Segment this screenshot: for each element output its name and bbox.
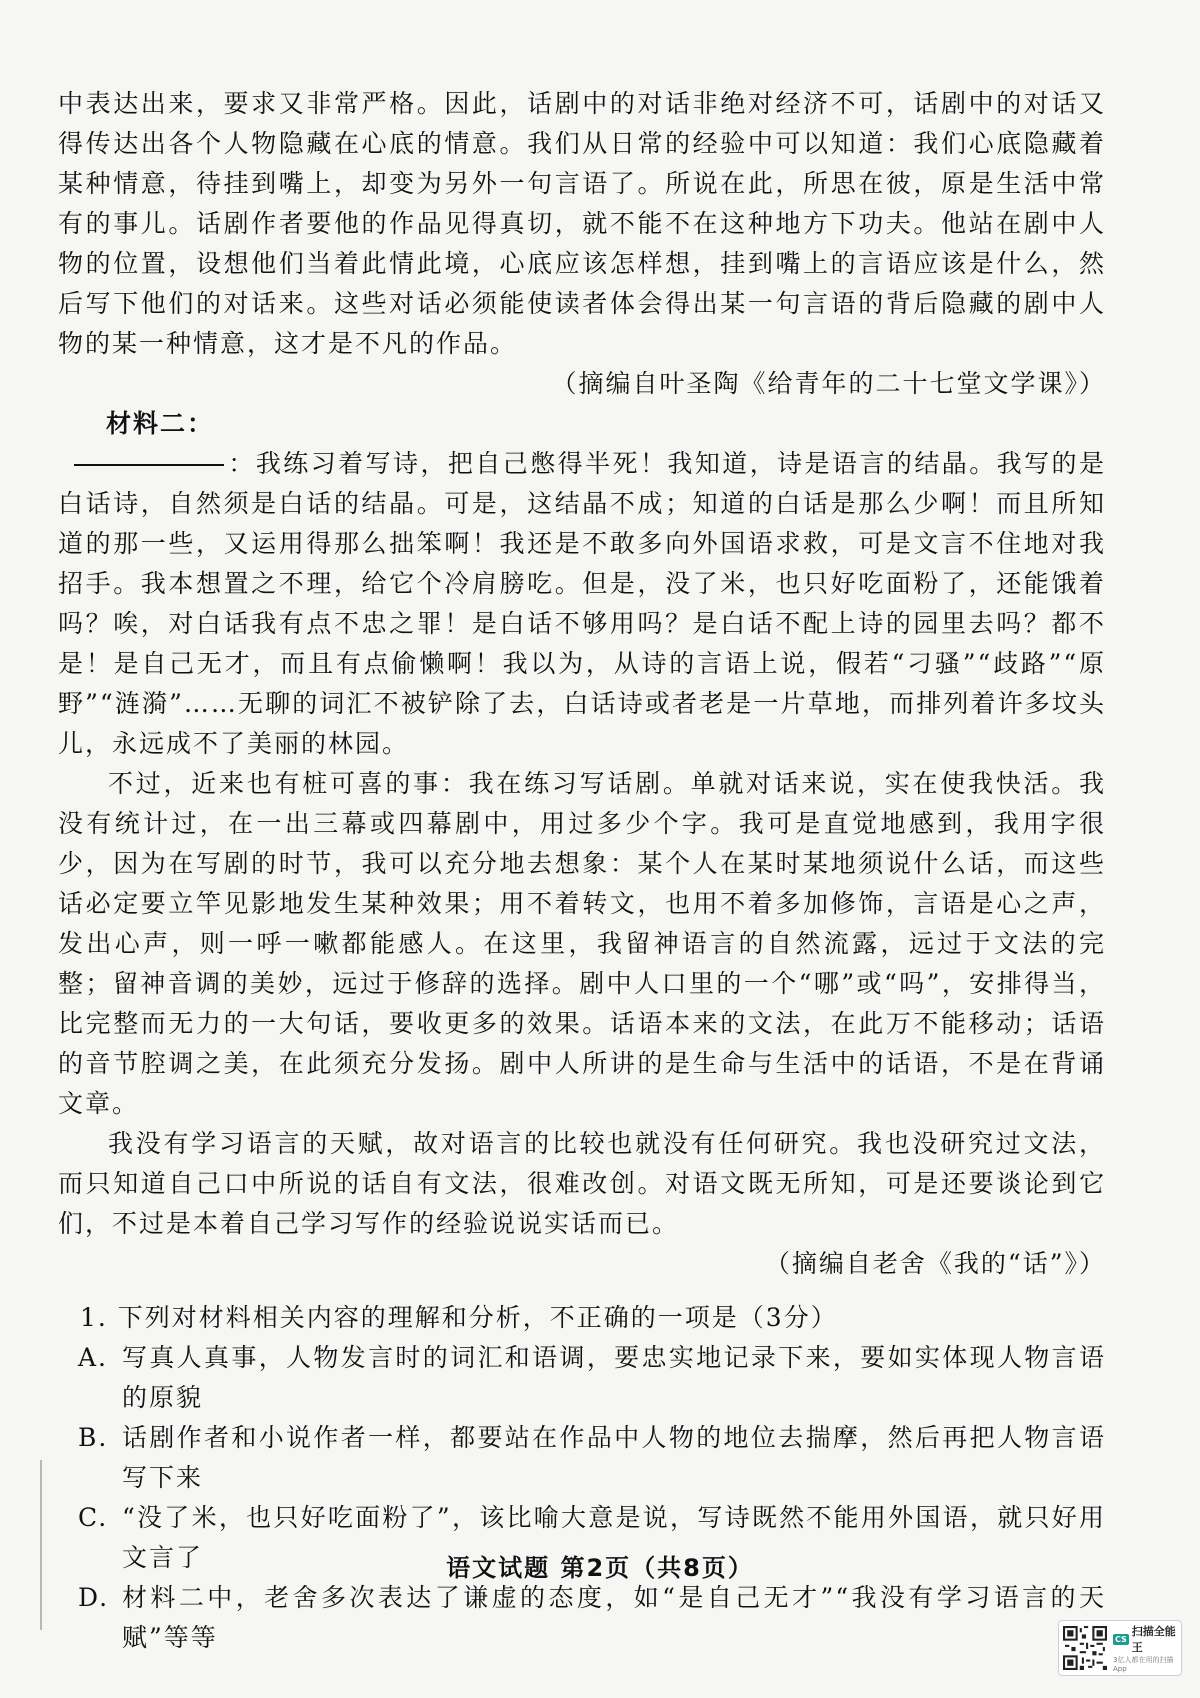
material2-paragraph-3: 我没有学习语言的天赋，故对语言的比较也就没有任何研究。我也没研究过文法，而只知道自己口中所说的话自有文法，很难改创。对语文既无所知，可是还要谈论到它们，不过是本着自己学习写作的经验说说实话而已。 — [58, 1129, 1106, 1238]
scanner-app-name: 扫描全能王 — [1131, 1625, 1176, 1654]
option-text: 写真人真事，人物发言时的词汇和语调，要忠实地记录下来，要如实体现人物言语的原貌 — [122, 1343, 1106, 1412]
material2-paragraph-1 — [58, 444, 1106, 764]
material2-source: （摘编自老舍《我的“话”》） — [764, 1249, 1106, 1278]
option-a — [58, 1338, 1106, 1418]
option-letter: A. — [78, 1343, 109, 1372]
material2-heading: 材料二： — [106, 409, 215, 438]
scanner-badge-text — [1113, 1623, 1177, 1673]
option-letter: B. — [78, 1423, 109, 1452]
option-text: 话剧作者和小说作者一样，都要站在作品中人物的地位去揣摩，然后再把人物言语写下来 — [122, 1423, 1106, 1492]
option-d — [58, 1578, 1106, 1658]
cs-logo-icon: CS — [1115, 1634, 1127, 1644]
option-b — [58, 1418, 1106, 1498]
option-letter: D. — [78, 1583, 110, 1612]
qr-code-icon — [1063, 1626, 1107, 1670]
scan-edge-line — [40, 1460, 42, 1630]
scanner-badge-subtitle: 3亿人都在用的扫描App — [1113, 1656, 1174, 1673]
scanner-watermark — [1058, 1620, 1182, 1676]
page-body — [58, 84, 1106, 1658]
material1-source: （摘编自叶圣陶《给青年的二十七堂文学课》） — [551, 369, 1106, 398]
option-text: 材料二中，老舍多次表达了谦虚的态度，如“是自己无才”“我没有学习语言的天赋”等等 — [122, 1583, 1106, 1652]
fill-in-blank — [74, 464, 224, 466]
option-text: “没了米，也只好吃面粉了”，该比喻大意是说，写诗既然不能用外国语，就只好用文言了 — [122, 1503, 1106, 1572]
material1-paragraph: 中表达出来，要求又非常严格。因此，话剧中的对话非绝对经济不可，话剧中的对话又得传达出各个人物隐藏在心底的情意。我们从日常的经验中可以知道：我们心底隐藏着某种情意，待挂到嘴上，却变为另外一句言语了。所说在此，所思在彼，原是生活中常有的事儿。话剧作者要他的作品见得真切，就不能不在这种地方下功夫。他站在剧中人物的位置，设想他们当着此情此境，心底应该怎样想，挂到嘴上的言语应该是什么，然后写下他们的对话来。这些对话必须能使读者体会得出某一句言语的背后隐藏的剧中人物的某一种情意，这才是不凡的作品。 — [58, 89, 1106, 358]
scanner-badge-title — [1113, 1623, 1177, 1655]
question-1-stem: 1. 下列对材料相关内容的理解和分析，不正确的一项是（3分） — [80, 1303, 838, 1332]
option-letter: C. — [78, 1503, 109, 1532]
page-footer: 语文试题 第2页（共8页） — [446, 1554, 754, 1582]
material2-paragraph-2: 不过，近来也有桩可喜的事：我在练习写话剧。单就对话来说，实在使我快活。我没有统计过，在一出三幕或四幕剧中，用过多少个字。我可是直觉地感到，我用字很少，因为在写剧的时节，我可以充分地去想象：某个人在某时某地须说什么话，而这些话必定要立竿见影地发生某种效果；用不着转文，也用不着多加修饰，言语是心之声，发出心声，则一呼一嗽都能感人。在这里，我留神语言的自然流露，远过于文法的完整；留神音调的美妙，远过于修辞的选择。剧中人口里的一个“哪”或“吗”，安排得当，比完整而无力的一大句话，要收更多的效果。话语本来的文法，在此万不能移动；话语的音节腔调之美，在此须充分发扬。剧中人所讲的是生命与生活中的话语，不是在背诵文章。 — [58, 769, 1106, 1118]
material2-paragraph-1-text: ：我练习着写诗，把自己憋得半死！我知道，诗是语言的结晶。我写的是白话诗，自然须是白话的结晶。可是，这结晶不成；知道的白话是那么少啊！而且所知道的那一些，又运用得那么拙笨啊！我还是不敢多向外国语求救，可是文言不住地对我招手。我本想置之不理，给它个冷肩膀吃。但是，没了米，也只好吃面粉了，还能饿着吗？唉，对白话我有点不忠之罪！是白话不够用吗？是白话不配上诗的园里去吗？都不是！是自己无才，而且有点偷懒啊！我以为，从诗的言语上说，假若“刁骚”“歧路”“原野”“涟漪”……无聊的词汇不被铲除了去，白话诗或者老是一片草地，而排列着许多坟头儿，永远成不了美丽的林园。 — [58, 449, 1106, 758]
